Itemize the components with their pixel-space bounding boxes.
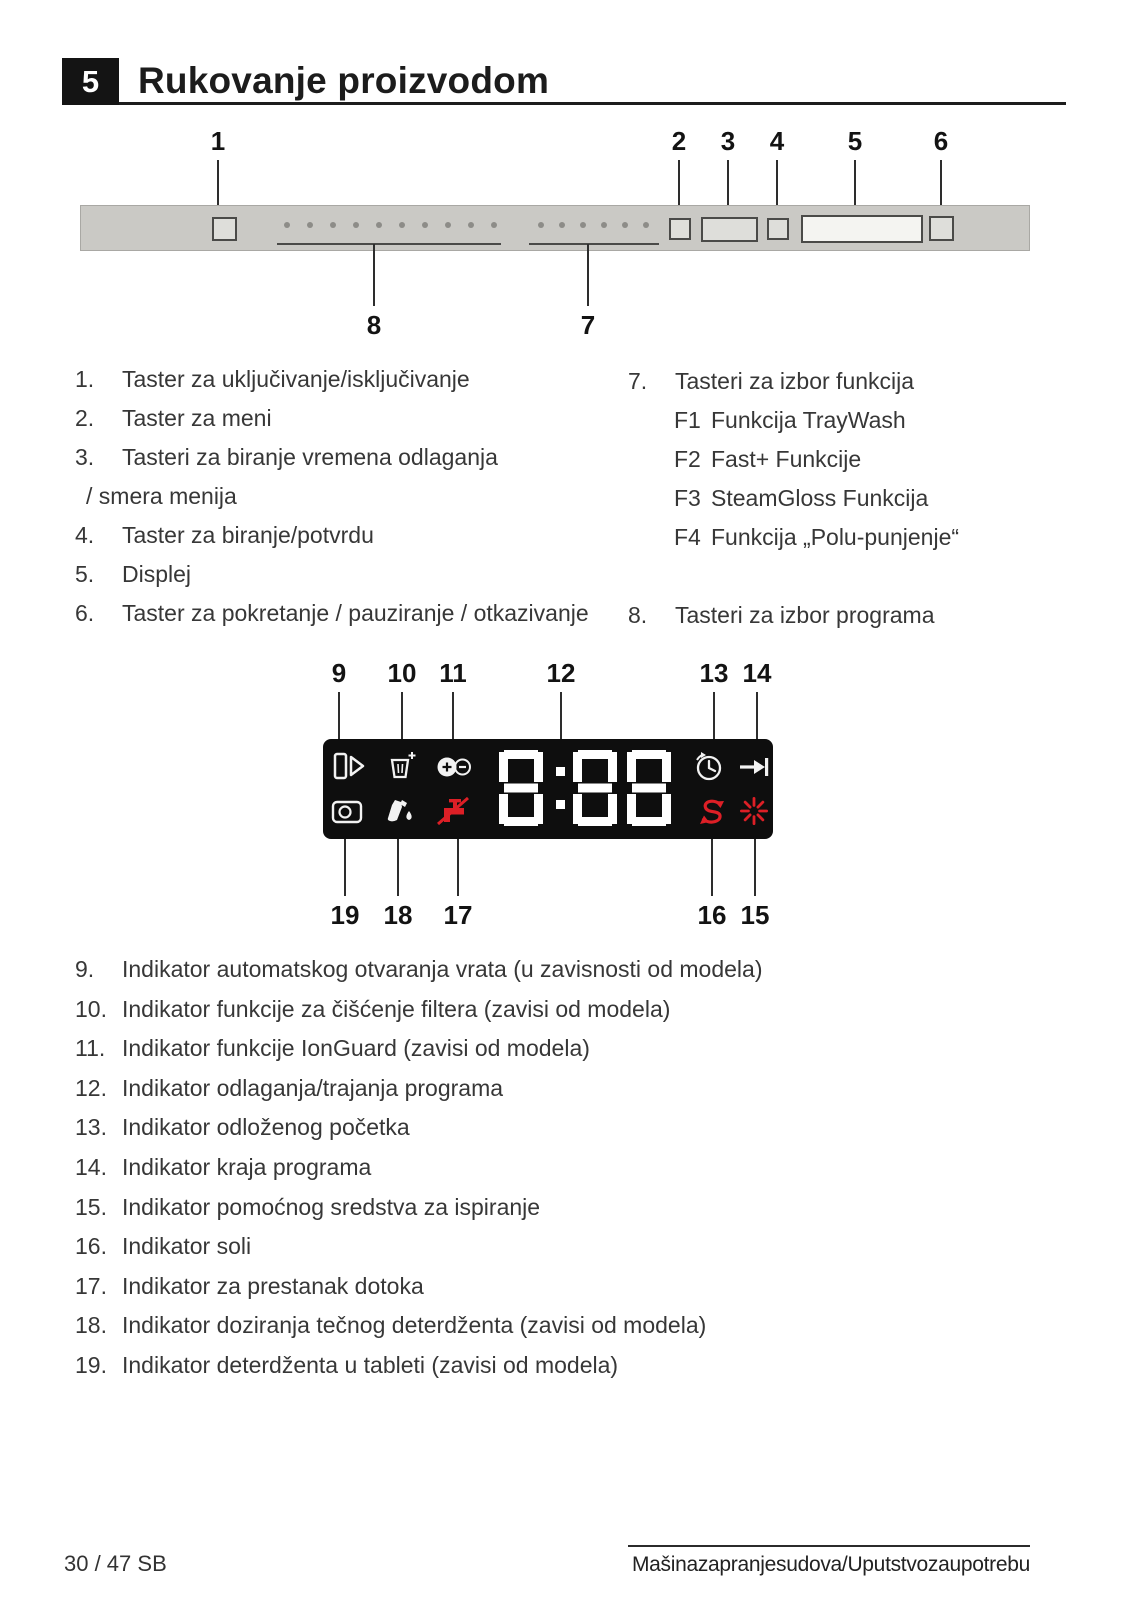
header-rule bbox=[62, 102, 1066, 105]
callout-line bbox=[711, 839, 713, 896]
item-number: 12. bbox=[75, 1074, 107, 1101]
panel-dot bbox=[445, 222, 451, 228]
page-title: Rukovanje proizvodom bbox=[138, 60, 550, 101]
item-text: Taster za uključivanje/isključivanje bbox=[122, 366, 470, 392]
control-panel-graphic bbox=[80, 205, 1030, 251]
callout-11: 11 bbox=[439, 658, 467, 688]
callout-13: 13 bbox=[699, 658, 729, 688]
function-text: Funkcija TrayWash bbox=[711, 407, 906, 433]
list-item-continuation bbox=[75, 477, 620, 516]
item-text: Indikator kraja programa bbox=[122, 1153, 372, 1180]
callout-line bbox=[854, 160, 856, 206]
list-item bbox=[75, 1148, 1065, 1188]
item-text: Tasteri za biranje vremena odlaganja bbox=[122, 444, 498, 470]
callout-1: 1 bbox=[210, 126, 226, 156]
callout-line bbox=[373, 244, 375, 306]
item-text: Indikator odloženog početka bbox=[122, 1114, 410, 1141]
callout-18: 18 bbox=[383, 900, 413, 930]
item-text: Indikator odlaganja/trajanja programa bbox=[122, 1074, 504, 1101]
panel-dot bbox=[538, 222, 544, 228]
program-group-line bbox=[277, 243, 501, 245]
ionguard-icon bbox=[436, 755, 472, 779]
item-number: 3. bbox=[75, 444, 95, 470]
item-number: 2. bbox=[75, 405, 95, 431]
footer-rule bbox=[628, 1545, 1030, 1547]
panel-dot bbox=[491, 222, 497, 228]
item-number: 6. bbox=[75, 600, 95, 626]
function-label: F4 bbox=[674, 524, 701, 550]
panel-dot bbox=[601, 222, 607, 228]
start-pause-button-graphic bbox=[929, 216, 954, 241]
item-text: Indikator soli bbox=[122, 1233, 252, 1260]
tablet-detergent-icon bbox=[331, 799, 363, 825]
function-text: SteamGloss Funkcija bbox=[711, 485, 929, 511]
item-text: Tasteri za izbor funkcija bbox=[675, 368, 915, 394]
list-item bbox=[75, 360, 620, 399]
callout-3: 3 bbox=[720, 126, 736, 156]
list-item bbox=[75, 516, 620, 555]
list-item bbox=[75, 594, 620, 633]
panel-dot bbox=[580, 222, 586, 228]
item-number: 8. bbox=[628, 602, 648, 628]
panel-dot bbox=[353, 222, 359, 228]
list-item bbox=[75, 950, 1065, 990]
list-item bbox=[628, 596, 1073, 635]
item-text: Indikator deterdženta u tableti (zavisi od modela) bbox=[122, 1351, 619, 1378]
function-buttons-dots bbox=[538, 222, 649, 228]
callout-line bbox=[397, 839, 399, 896]
callout-14: 14 bbox=[742, 658, 772, 688]
callout-line bbox=[587, 244, 589, 306]
item-number: 7. bbox=[628, 368, 648, 394]
function-group-line bbox=[529, 243, 659, 245]
panel-dot bbox=[307, 222, 313, 228]
callout-line bbox=[338, 692, 340, 739]
item-text: Taster za biranje/potvrdu bbox=[122, 522, 374, 548]
callout-2: 2 bbox=[671, 126, 687, 156]
item-text: Taster za meni bbox=[122, 405, 272, 431]
function-text: Funkcija „Polu-punjenje“ bbox=[711, 524, 960, 550]
salt-icon bbox=[697, 797, 727, 827]
function-label: F3 bbox=[674, 485, 701, 511]
list-item bbox=[75, 1346, 1065, 1386]
controls-list-left bbox=[75, 360, 620, 633]
section-number: 5 bbox=[62, 58, 119, 105]
callout-line bbox=[756, 692, 758, 739]
function-item bbox=[628, 518, 1073, 557]
item-number: 17. bbox=[75, 1272, 107, 1299]
item-number: 9. bbox=[75, 956, 95, 982]
panel-dot bbox=[399, 222, 405, 228]
item-number: 5. bbox=[75, 561, 95, 587]
callout-line bbox=[713, 692, 715, 739]
water-stop-icon bbox=[435, 796, 471, 826]
list-item bbox=[75, 1306, 1065, 1346]
panel-dot bbox=[622, 222, 628, 228]
callout-line bbox=[727, 160, 729, 206]
function-label: F1 bbox=[674, 407, 701, 433]
callout-line bbox=[678, 160, 680, 206]
seven-segment-display bbox=[499, 750, 671, 828]
callout-line bbox=[344, 839, 346, 896]
rinse-aid-icon bbox=[740, 797, 768, 825]
callout-5: 5 bbox=[847, 126, 863, 156]
function-item bbox=[628, 440, 1073, 479]
liquid-detergent-icon bbox=[383, 797, 415, 825]
item-number: 4. bbox=[75, 522, 95, 548]
item-number: 15. bbox=[75, 1193, 107, 1220]
callout-6: 6 bbox=[933, 126, 949, 156]
callout-10: 10 bbox=[387, 658, 417, 688]
item-text: Tasteri za izbor programa bbox=[675, 602, 935, 628]
page-number: 30 / 47 SB bbox=[64, 1551, 167, 1576]
callout-line bbox=[457, 839, 459, 896]
confirm-button-graphic bbox=[767, 218, 789, 240]
callout-8: 8 bbox=[366, 310, 382, 340]
panel-dot bbox=[468, 222, 474, 228]
list-item bbox=[75, 1108, 1065, 1148]
panel-dot bbox=[284, 222, 290, 228]
function-label: F2 bbox=[674, 446, 701, 472]
list-item bbox=[75, 399, 620, 438]
item-number: 1. bbox=[75, 366, 95, 392]
callout-9: 9 bbox=[331, 658, 347, 688]
callout-16: 16 bbox=[697, 900, 727, 930]
panel-dot bbox=[422, 222, 428, 228]
list-item bbox=[75, 1188, 1065, 1228]
callout-15: 15 bbox=[740, 900, 770, 930]
list-item bbox=[628, 362, 1073, 401]
controls-list-right bbox=[628, 362, 1073, 635]
item-text: Indikator pomoćnog sredstva za ispiranje bbox=[122, 1193, 541, 1220]
indicators-list bbox=[75, 950, 1065, 1386]
footer-document-title: Mašinazapranjesudova/Uputstvozaupotrebu bbox=[631, 1553, 1030, 1576]
list-item bbox=[75, 1029, 1065, 1069]
callout-line bbox=[401, 692, 403, 739]
item-number: 18. bbox=[75, 1312, 107, 1339]
item-number: 11. bbox=[75, 1035, 106, 1062]
power-button-graphic bbox=[212, 217, 237, 241]
item-number: 16. bbox=[75, 1233, 107, 1260]
panel-dot bbox=[559, 222, 565, 228]
function-text: Fast+ Funkcije bbox=[711, 446, 862, 472]
item-text: Indikator automatskog otvaranja vrata (u zavisnosti od modela) bbox=[122, 956, 763, 982]
callout-line bbox=[940, 160, 942, 206]
program-end-icon bbox=[739, 755, 769, 779]
callout-line bbox=[560, 692, 562, 739]
item-text: Indikator funkcije za čišćenje filtera (zavisi od modela) bbox=[122, 995, 671, 1022]
panel-dot bbox=[376, 222, 382, 228]
display-panel-graphic bbox=[323, 739, 773, 839]
callout-4: 4 bbox=[769, 126, 785, 156]
list-item bbox=[75, 990, 1065, 1030]
display-window-graphic bbox=[801, 215, 923, 243]
item-text: Indikator za prestanak dotoka bbox=[122, 1272, 424, 1299]
callout-line bbox=[452, 692, 454, 739]
door-auto-open-icon bbox=[333, 752, 367, 780]
panel-dot bbox=[643, 222, 649, 228]
callout-19: 19 bbox=[330, 900, 360, 930]
item-text: / smera menija bbox=[86, 483, 237, 509]
callout-17: 17 bbox=[443, 900, 473, 930]
item-text: Indikator doziranja tečnog deterdženta (zavisi od modela) bbox=[122, 1312, 707, 1339]
callout-line bbox=[776, 160, 778, 206]
item-number: 19. bbox=[75, 1351, 107, 1378]
item-number: 14. bbox=[75, 1153, 107, 1180]
callout-line bbox=[217, 160, 219, 206]
program-buttons-dots bbox=[284, 222, 497, 228]
list-item bbox=[75, 555, 620, 594]
menu-button-graphic bbox=[669, 218, 691, 240]
list-item bbox=[75, 438, 620, 477]
list-item bbox=[75, 1227, 1065, 1267]
callout-line bbox=[754, 839, 756, 896]
panel-dot bbox=[330, 222, 336, 228]
delay-timer-icon bbox=[693, 752, 723, 782]
item-text: Taster za pokretanje / pauziranje / otkazivanje bbox=[122, 600, 589, 626]
item-number: 10. bbox=[75, 995, 107, 1022]
filter-clean-icon bbox=[387, 751, 417, 781]
item-text: Displej bbox=[122, 561, 192, 587]
callout-12: 12 bbox=[546, 658, 576, 688]
function-item bbox=[628, 479, 1073, 518]
list-item bbox=[75, 1267, 1065, 1307]
item-number: 13. bbox=[75, 1114, 107, 1141]
callout-7: 7 bbox=[580, 310, 596, 340]
item-text: Indikator funkcije IonGuard (zavisi od modela) bbox=[122, 1035, 590, 1062]
function-item bbox=[628, 401, 1073, 440]
delay-select-button-graphic bbox=[701, 217, 758, 242]
list-item bbox=[75, 1069, 1065, 1109]
